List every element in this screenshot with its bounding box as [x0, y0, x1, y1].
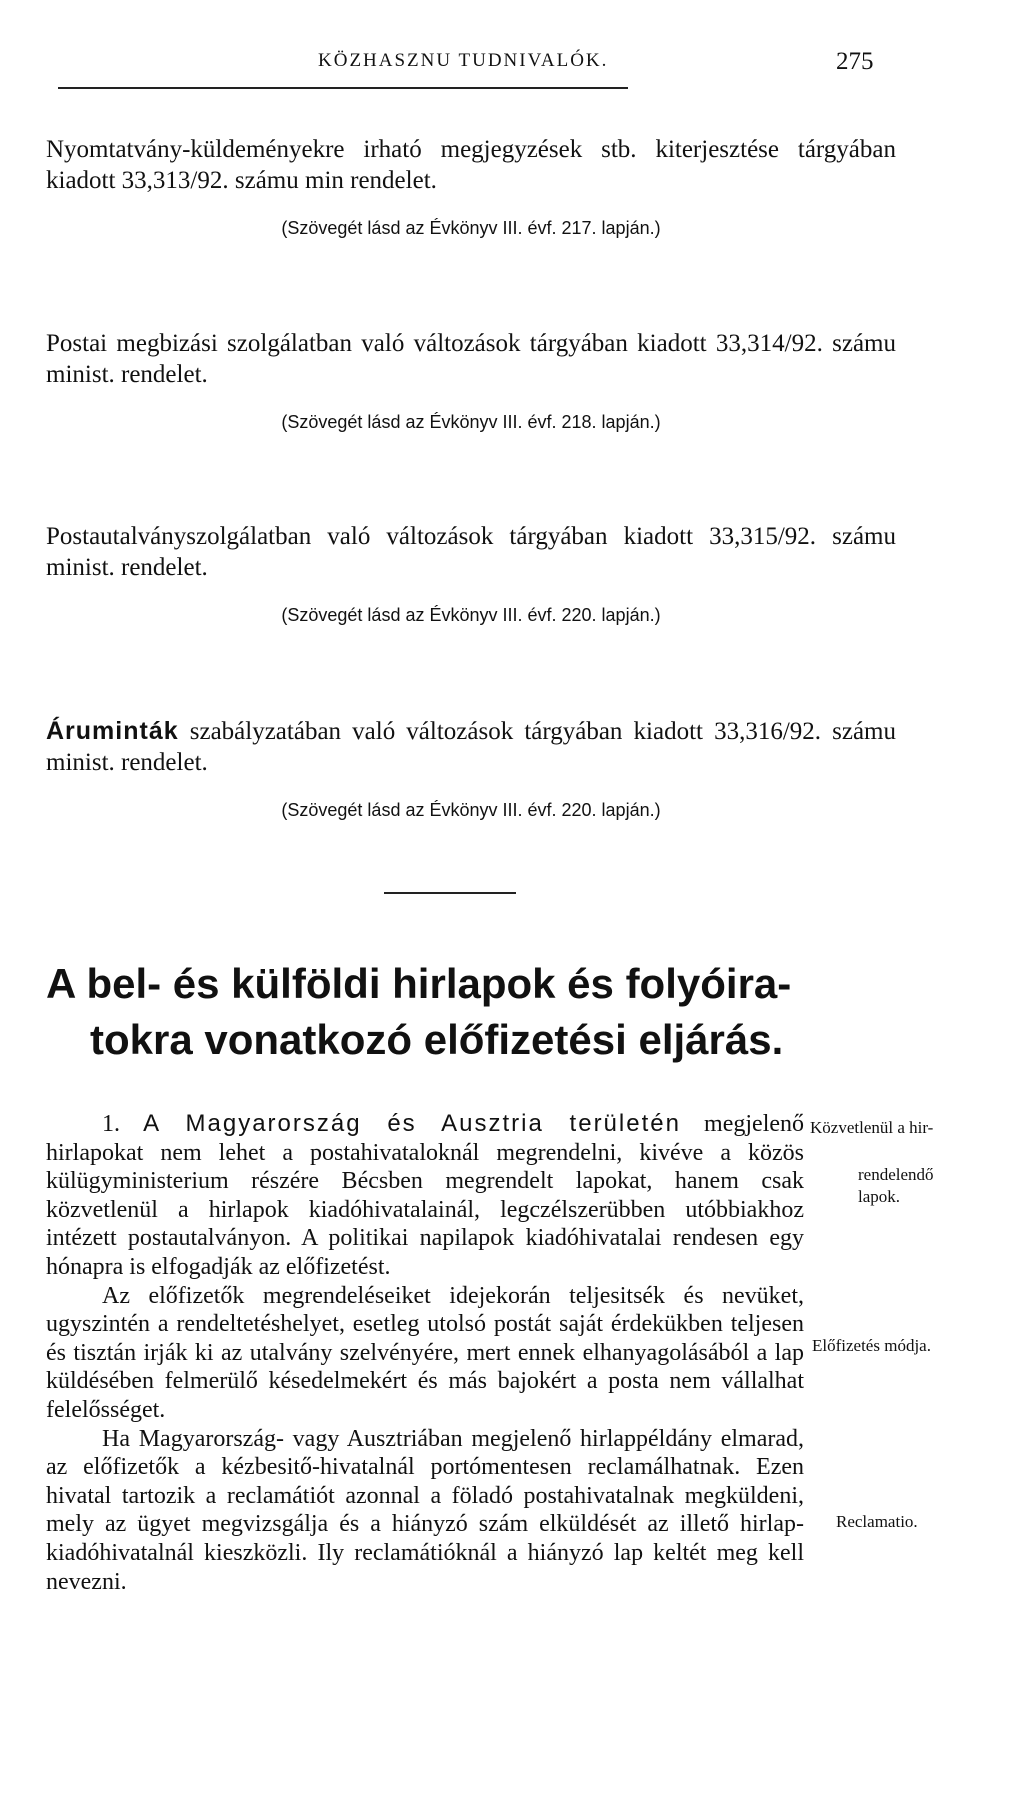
section-heading-line-2: tokra vonatkozó előfizetési eljárás. [90, 1016, 784, 1063]
header-rule [58, 87, 628, 89]
notice-2-reference: (Szövegét lásd az Évkönyv III. évf. 218. lapján.) [281, 412, 661, 432]
notice-1-lead: Nyomtatvány-küldeményekre irható megjegyzések stb. kiterjesztése tárgyában kiadott 33,313/92. számu min rendelet. [46, 136, 896, 194]
running-head [0, 40, 1024, 80]
notice-4 [46, 716, 896, 821]
body-paragraph-1: 1. A Magyarország és Ausztria területén megjelenő hirlapokat nem lehet a postahivataloknál megrendelni, kivéve a közös külügyministerium részére Bécsben megrendelt lapokat, hanem csak közvetlenül a hirlapok kiadóhivatalainál, legczélszerübben utóbbiakhoz intézett postautalványon. A politikai napilapok kiadóhivatalai rendesen egy hónapra is elfogadják az előfizetést. [46, 1110, 805, 1280]
margin-note-1-line-3: lapok. [858, 1187, 901, 1206]
notice-4-reference: (Szövegét lásd az Évkönyv III. évf. 220. lapján.) [281, 800, 661, 820]
page-number: 275 [836, 48, 874, 75]
margin-note-1-line-2: rendelendő [858, 1165, 934, 1184]
body-paragraph-3: Ha Magyarország- vagy Ausztriában megjelenő hirlappéldány elmarad, az előfizetők a kézbesitő-hivatalnál portómentesen reclamálhatnak. Ezen hivatal tartozik a reclamátiót azonnal a föladó postahivatalnak megküldeni, mely az ügyet megvizsgálja és a hiányzó szám elküldését az illető hirlap-kiadóhivatalnál kieszközli. Ily reclamátióknál a hiányzó lap keltét meg kell nevezni. [46, 1425, 804, 1595]
notice-2-lead: Postai megbizási szolgálatban való változások tárgyában kiadott 33,314/92. számu minist. rendelet. [46, 330, 896, 388]
margin-note-1-line-1: Közvetlenül a hir- [810, 1118, 934, 1137]
section-heading [46, 956, 1006, 1068]
notice-3-reference: (Szövegét lásd az Évkönyv III. évf. 220. lapján.) [281, 605, 661, 625]
margin-note-3: Reclamatio. [836, 1512, 918, 1531]
section-divider [384, 892, 516, 894]
notice-1-reference: (Szövegét lásd az Évkönyv III. évf. 217. lapján.) [281, 218, 661, 238]
notice-3-lead: Postautalványszolgálatban való változások tárgyában kiadott 33,315/92. számu minist. rendelet. [46, 523, 896, 581]
section-body [46, 1110, 804, 1596]
running-title: KÖZHASZNU TUDNIVALÓK. [318, 50, 609, 71]
body-paragraph-2: Az előfizetők megrendeléseiket idejekorán teljesitsék és nevüket, ugyszintén a rendeltetéshelyet, esetleg utolsó postát saját érdekükben teljesen és tisztán irják ki az utalvány szelvényére, mert ennek elhanyagolásából a lap küldésében felmerülő késedelmekért és más bajokért a posta nem vállalhat felelősséget. [46, 1282, 804, 1423]
notice-3 [46, 521, 896, 626]
notice-1 [46, 134, 896, 239]
section-heading-line-1: A bel- és külföldi hirlapok és folyóira- [46, 960, 792, 1007]
paragraph-1-spaced-start: A Magyarország és Ausztria területén [143, 1110, 681, 1137]
paragraph-number: 1. [102, 1111, 120, 1137]
notice-4-lead: Áruminták szabályzatában való változások tárgyában kiadott 33,316/92. számu minist. rendelet. [46, 717, 896, 776]
notice-4-keyword: Áruminták [46, 717, 179, 745]
margin-note-2: Előfizetés módja. [812, 1336, 931, 1355]
notice-2 [46, 328, 896, 433]
